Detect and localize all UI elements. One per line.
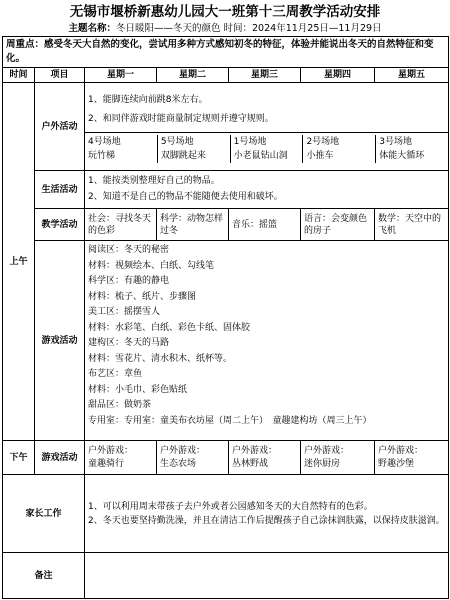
game-line: 材料：梳子、纸片、步骤图 (88, 291, 197, 302)
outdoor-site-fri (375, 135, 448, 163)
header-item: 项目 (35, 68, 85, 83)
site-place: 1号场地 (233, 136, 267, 147)
site-game: 玩竹梯 (88, 150, 116, 161)
header-day-tue: 星期二 (157, 68, 229, 83)
afternoon-game-label: 游戏活动 (35, 441, 85, 475)
header-day-thu: 星期四 (301, 68, 375, 83)
notes-cell (85, 553, 449, 599)
game-line: 材料：雪花片、清水积木、纸杯等。 (88, 353, 233, 364)
site-game: 小推车 (306, 150, 334, 161)
afternoon-game-type: 户外游戏： (160, 445, 206, 456)
afternoon-game-tue (157, 441, 229, 475)
header-time: 时间 (3, 68, 35, 83)
afternoon-game-name: 丛林野战 (232, 458, 269, 469)
life-label: 生活活动 (35, 171, 85, 209)
outdoor-cell (85, 83, 449, 171)
game-line: 专用室：专用室：童美布衣坊屋（周二上午） 童趣建构坊（周三上午） (88, 415, 372, 426)
life-goal: 1、能按类别整理好自己的物品。 (88, 176, 220, 186)
site-place: 3号场地 (379, 136, 412, 147)
site-game: 体能大循环 (379, 150, 425, 161)
afternoon-game-type: 户外游戏： (378, 445, 424, 456)
afternoon-game-name: 野趣沙堡 (378, 458, 415, 469)
page-title: 无锡市堰桥新惠幼儿园大一班第十三周教学活动安排 (69, 4, 381, 20)
site-place: 2号场地 (306, 136, 340, 147)
outdoor-site-thu (302, 135, 375, 163)
afternoon-label: 下午 (3, 441, 35, 475)
teaching-label: 教学活动 (35, 209, 85, 241)
game-line: 美工区：摇摆雪人 (88, 307, 161, 317)
game-label: 游戏活动 (35, 241, 85, 441)
afternoon-game-type: 户外游戏： (232, 445, 278, 456)
outdoor-site-mon (85, 135, 157, 163)
parents-notes (85, 475, 449, 553)
game-line: 建构区：冬天的马路 (88, 338, 170, 348)
parents-line: 1、可以利用周末带孩子去户外或者公园感知冬天的大自然特有的色彩。 (88, 501, 373, 512)
afternoon-game-type: 户外游戏： (304, 445, 350, 456)
weekly-focus: 周重点：感受冬天大自然的变化，尝试用多种方式感知初冬的特征，体验并能说出冬天的自然特征和变化。 (3, 37, 449, 68)
page-subtitle (0, 22, 450, 35)
outdoor-site-tue (157, 135, 230, 163)
outdoor-site-wed (230, 135, 303, 163)
site-place: 5号场地 (160, 136, 194, 147)
schedule-table (2, 36, 449, 599)
afternoon-game-name: 迷你厨房 (304, 458, 341, 469)
afternoon-game-wed (229, 441, 301, 475)
time-label: 时间： (223, 23, 253, 34)
morning-label: 上午 (3, 83, 35, 441)
outdoor-label: 户外活动 (35, 83, 85, 171)
parents-label: 家长工作 (3, 475, 85, 553)
afternoon-game-thu (301, 441, 375, 475)
teaching-thu: 语言：会变颜色的房子 (301, 209, 375, 241)
teaching-fri: 数学：天空中的飞机 (375, 209, 449, 241)
game-areas (85, 241, 449, 441)
header-day-fri: 星期五 (375, 68, 449, 83)
teaching-tue: 科学：动物怎样过冬 (157, 209, 229, 241)
game-line: 材料：水彩笔、白纸、彩色卡纸、固体胶 (88, 322, 251, 333)
site-game: 双脚跳起来 (160, 150, 206, 161)
afternoon-game-name: 生态农场 (160, 458, 197, 469)
life-goal: 2、知道不是自己的物品不能随便去使用和破坏。 (88, 192, 283, 202)
theme-label: 主题名称： (68, 23, 116, 34)
game-line: 材料：视频绘本、白纸、勾线笔 (88, 260, 215, 271)
teaching-mon: 社会：寻找冬天的色彩 (85, 209, 157, 241)
header-day-wed: 星期三 (229, 68, 301, 83)
game-line: 甜品区：做奶茶 (88, 400, 152, 410)
outdoor-sites (85, 133, 448, 165)
game-line: 阅读区：冬天的秘密 (88, 245, 170, 255)
game-line: 布艺区：章鱼 (88, 369, 143, 379)
outdoor-goal: 2、和同伴游戏时能商量制定规则并遵守规则。 (88, 113, 274, 124)
header-day-mon: 星期一 (85, 68, 157, 83)
life-goals (85, 171, 449, 209)
theme-value: 冬日暖阳——冬天的颜色 (115, 23, 221, 34)
time-value: 2024年11月25日—11月29日 (252, 23, 382, 34)
game-line: 科学区：有趣的静电 (88, 276, 170, 286)
afternoon-game-type: 户外游戏： (88, 445, 134, 456)
site-game: 小老鼠钻山洞 (233, 150, 288, 161)
parents-line: 2、冬天也要坚持勤洗澡，并且在清洁工作后提醒孩子自己涂抹润肤露，以保持皮肤滋润。 (88, 515, 445, 526)
outdoor-goals (85, 89, 448, 133)
game-line: 材料：小毛巾、彩色贴纸 (88, 384, 188, 395)
site-place: 4号场地 (88, 136, 121, 147)
afternoon-game-mon (85, 441, 157, 475)
teaching-wed: 音乐：摇篮 (229, 209, 301, 241)
afternoon-game-name: 童趣骑行 (88, 458, 125, 469)
afternoon-game-fri (375, 441, 449, 475)
outdoor-goal: 1、能脚连续向前跳8米左右。 (88, 94, 208, 105)
notes-label: 备注 (3, 553, 85, 599)
